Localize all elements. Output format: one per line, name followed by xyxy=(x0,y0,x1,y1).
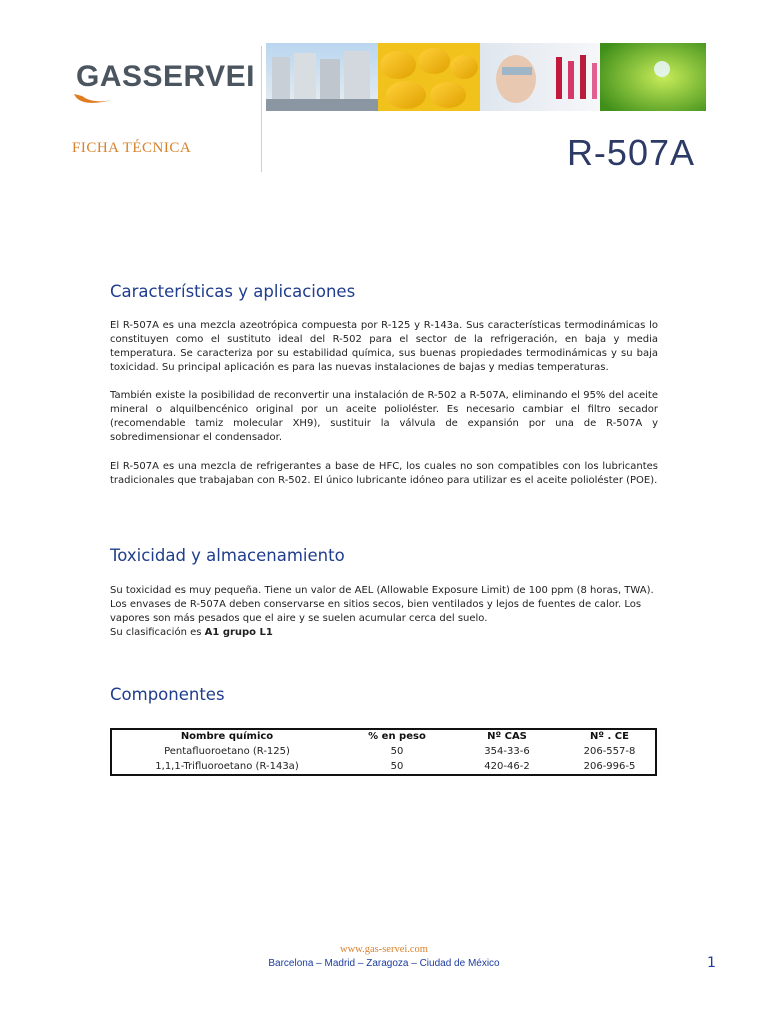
logo-text: GASSERVEI xyxy=(76,60,256,93)
toxicity-line-3: vapores son más pesados que el aire y se suelen acumular cerca del suelo. xyxy=(110,613,488,624)
table-header-cell: Nombre químico xyxy=(180,731,274,742)
table-cell: 420-46-2 xyxy=(484,761,530,772)
toxicity-line-2: Los envases de R-507A deben conservarse en sitios secos, bien ventilados y lejos de fuentes de calor. Los xyxy=(110,599,642,610)
page-number: 1 xyxy=(707,955,716,971)
table-header-row xyxy=(112,731,655,746)
table-header-cell: Nº CAS xyxy=(487,731,527,742)
table-cell: 206-996-5 xyxy=(583,761,636,772)
characteristics-paragraph-3: El R-507A es una mezcla de refrigerantes a base de HFC, los cuales no son compatibles con los lubricantes tradicionales que trabajaban con R-502. El único lubricante idóneo para utilizar es el aceite polioléster (POE). xyxy=(110,461,658,486)
characteristics-paragraph-2: También existe la posibilidad de reconvertir una instalación de R-502 a R-507A, eliminando el 95% del aceite mineral o alquilbencénico original por un aceite polioléster. Es necesario cambiar el filtro secador (recomendable tamiz molecular XH9), sustituir la válvula de expansión por una de R-507A y sobredimensionar el condensador. xyxy=(110,390,658,443)
toxicity-line-1: Su toxicidad es muy pequeña. Tiene un valor de AEL (Allowable Exposure Limit) de 100 ppm (8 horas, TWA). xyxy=(110,585,654,596)
footer-website-link[interactable]: www.gas-servei.com xyxy=(340,944,428,955)
toxicity-text xyxy=(110,584,670,640)
table-row xyxy=(112,761,655,776)
table-cell: Pentafluoroetano (R-125) xyxy=(164,746,290,757)
section-title-toxicity: Toxicidad y almacenamiento xyxy=(110,546,345,565)
section-title-components: Componentes xyxy=(110,685,225,704)
table-cell: 1,1,1-Trifluoroetano (R-143a) xyxy=(155,761,299,772)
components-table xyxy=(110,728,657,776)
toxicity-classification xyxy=(110,626,670,640)
classification-label: Su clasificación es xyxy=(110,627,205,638)
table-cell: 50 xyxy=(390,746,404,757)
footer-cities: Barcelona – Madrid – Zaragoza – Ciudad de México xyxy=(268,958,500,969)
section-title-characteristics: Características y aplicaciones xyxy=(110,282,356,301)
table-row xyxy=(112,746,655,761)
table-cell: 206-557-8 xyxy=(583,746,636,757)
table-header-cell: % en peso xyxy=(368,731,426,742)
product-title: R-507A xyxy=(566,132,695,173)
header-divider xyxy=(261,46,262,172)
classification-value: A1 grupo L1 xyxy=(204,627,273,638)
document-type-label: FICHA TÉCNICA xyxy=(72,140,192,156)
header-banner-image xyxy=(266,43,706,111)
table-header-cell: Nº . CE xyxy=(590,731,629,742)
characteristics-paragraph-1: El R-507A es una mezcla azeotrópica compuesta por R-125 y R-143a. Sus características termodinámicas lo constituyen como el sustituto ideal del R-502 para el sector de la refrigeración, en baja y media temperatura. Se caracteriza por su estabilidad química, sus buenas propiedades termodinámicas y su baja toxicidad. Su principal aplicación es para las nuevas instalaciones de bajas y medias temperaturas. xyxy=(110,320,658,373)
table-cell: 354-33-6 xyxy=(484,746,530,757)
table-cell: 50 xyxy=(390,761,404,772)
